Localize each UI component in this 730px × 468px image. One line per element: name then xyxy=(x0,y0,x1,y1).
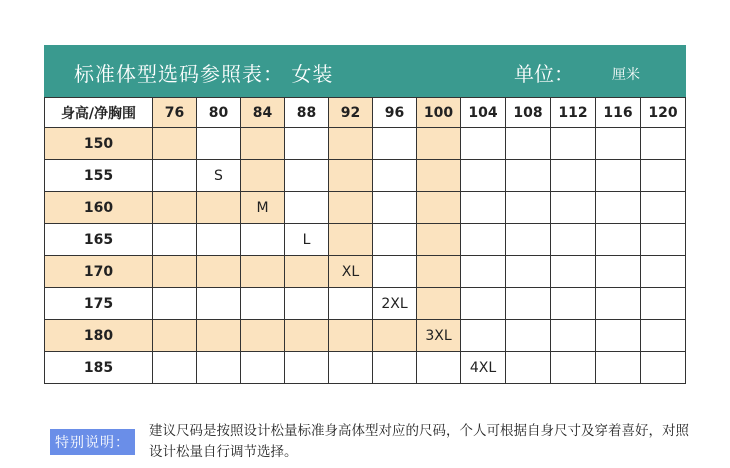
chest-column-header: 108 xyxy=(506,98,551,128)
chest-column-header: 112 xyxy=(551,98,596,128)
table-cell xyxy=(197,192,241,224)
table-cell xyxy=(551,160,596,192)
table-cell xyxy=(153,256,197,288)
unit-label: 单位： xyxy=(514,62,574,86)
table-row xyxy=(45,192,686,224)
table-cell xyxy=(241,320,285,352)
table-cell xyxy=(329,224,373,256)
size-label-cell: L xyxy=(285,224,329,256)
table-cell xyxy=(596,288,641,320)
table-cell xyxy=(373,192,417,224)
note-text: 建议尺码是按照设计松量标准身高体型对应的尺码，个人可根据自身尺寸及穿着喜好，对照设计松量自行调节选择。 xyxy=(149,423,689,460)
size-label-cell: 4XL xyxy=(461,352,506,384)
table-cell xyxy=(461,288,506,320)
table-cell xyxy=(417,192,461,224)
table-cell xyxy=(241,288,285,320)
table-cell xyxy=(596,320,641,352)
table-row xyxy=(45,160,686,192)
table-cell xyxy=(153,224,197,256)
table-cell xyxy=(461,256,506,288)
table-cell xyxy=(506,288,551,320)
chart-header xyxy=(44,45,686,97)
table-cell xyxy=(641,256,686,288)
table-cell xyxy=(285,288,329,320)
size-chart xyxy=(44,45,686,384)
table-row xyxy=(45,224,686,256)
table-cell xyxy=(461,224,506,256)
table-cell xyxy=(329,192,373,224)
table-cell xyxy=(641,192,686,224)
table-cell xyxy=(417,352,461,384)
table-cell xyxy=(641,352,686,384)
table-cell xyxy=(373,128,417,160)
table-cell xyxy=(506,192,551,224)
table-cell xyxy=(285,320,329,352)
chest-column-header: 96 xyxy=(373,98,417,128)
table-row xyxy=(45,288,686,320)
height-cell: 150 xyxy=(45,128,153,160)
note-label: 特别说明： xyxy=(50,429,135,455)
size-label-cell: 3XL xyxy=(417,320,461,352)
table-cell xyxy=(596,352,641,384)
table-cell xyxy=(551,192,596,224)
table-cell xyxy=(596,256,641,288)
table-cell xyxy=(461,128,506,160)
chest-column-header: 120 xyxy=(641,98,686,128)
height-cell: 155 xyxy=(45,160,153,192)
chest-column-header: 76 xyxy=(153,98,197,128)
size-label-cell: S xyxy=(197,160,241,192)
size-label-cell: XL xyxy=(329,256,373,288)
height-cell: 175 xyxy=(45,288,153,320)
size-label-cell: 2XL xyxy=(373,288,417,320)
table-cell xyxy=(373,256,417,288)
chest-column-header: 84 xyxy=(241,98,285,128)
table-cell xyxy=(197,288,241,320)
table-cell xyxy=(641,224,686,256)
table-cell xyxy=(153,288,197,320)
table-header-row xyxy=(45,98,686,128)
table-cell xyxy=(373,352,417,384)
table-cell xyxy=(285,160,329,192)
table-body xyxy=(45,128,686,384)
chest-column-header: 80 xyxy=(197,98,241,128)
table-cell xyxy=(417,256,461,288)
table-cell xyxy=(241,352,285,384)
chest-column-header: 116 xyxy=(596,98,641,128)
table-row xyxy=(45,256,686,288)
table-cell xyxy=(373,320,417,352)
table-cell xyxy=(461,192,506,224)
table-cell xyxy=(506,224,551,256)
table-cell xyxy=(197,224,241,256)
table-cell xyxy=(551,224,596,256)
table-cell xyxy=(551,128,596,160)
table-cell xyxy=(329,320,373,352)
chest-column-header: 88 xyxy=(285,98,329,128)
table-cell xyxy=(551,288,596,320)
table-cell xyxy=(417,288,461,320)
table-cell xyxy=(329,128,373,160)
height-cell: 170 xyxy=(45,256,153,288)
table-cell xyxy=(153,192,197,224)
table-cell xyxy=(641,288,686,320)
table-cell xyxy=(506,352,551,384)
table-row xyxy=(45,128,686,160)
table-cell xyxy=(285,256,329,288)
chest-column-header: 104 xyxy=(461,98,506,128)
height-cell: 185 xyxy=(45,352,153,384)
table-cell xyxy=(417,128,461,160)
table-cell xyxy=(373,224,417,256)
corner-header: 身高/净胸围 xyxy=(45,98,153,128)
table-cell xyxy=(596,128,641,160)
size-label-cell: M xyxy=(241,192,285,224)
table-cell xyxy=(241,128,285,160)
table-cell xyxy=(285,352,329,384)
table-cell xyxy=(241,224,285,256)
table-cell xyxy=(197,352,241,384)
height-cell: 165 xyxy=(45,224,153,256)
size-table xyxy=(44,97,686,384)
table-cell xyxy=(241,160,285,192)
table-cell xyxy=(241,256,285,288)
table-cell xyxy=(596,224,641,256)
table-cell xyxy=(506,160,551,192)
table-row xyxy=(45,320,686,352)
table-cell xyxy=(197,320,241,352)
table-cell xyxy=(596,160,641,192)
table-cell xyxy=(153,160,197,192)
table-cell xyxy=(417,224,461,256)
table-cell xyxy=(461,320,506,352)
table-row xyxy=(45,352,686,384)
table-cell xyxy=(285,128,329,160)
table-cell xyxy=(197,128,241,160)
table-cell xyxy=(153,352,197,384)
table-cell xyxy=(641,128,686,160)
chest-column-header: 100 xyxy=(417,98,461,128)
table-cell xyxy=(197,256,241,288)
table-cell xyxy=(329,352,373,384)
table-cell xyxy=(285,192,329,224)
height-cell: 160 xyxy=(45,192,153,224)
height-cell: 180 xyxy=(45,320,153,352)
special-note xyxy=(50,421,689,463)
table-cell xyxy=(551,320,596,352)
table-cell xyxy=(641,160,686,192)
table-cell xyxy=(417,160,461,192)
table-cell xyxy=(329,288,373,320)
chart-title: 标准体型选码参照表： 女装 xyxy=(74,62,334,86)
chest-column-header: 92 xyxy=(329,98,373,128)
table-cell xyxy=(373,160,417,192)
table-cell xyxy=(506,256,551,288)
table-cell xyxy=(596,192,641,224)
table-cell xyxy=(506,128,551,160)
unit-value: 厘米 xyxy=(612,67,640,83)
table-cell xyxy=(506,320,551,352)
table-cell xyxy=(153,128,197,160)
table-cell xyxy=(551,352,596,384)
table-cell xyxy=(641,320,686,352)
table-cell xyxy=(329,160,373,192)
table-cell xyxy=(153,320,197,352)
table-cell xyxy=(551,256,596,288)
table-cell xyxy=(461,160,506,192)
